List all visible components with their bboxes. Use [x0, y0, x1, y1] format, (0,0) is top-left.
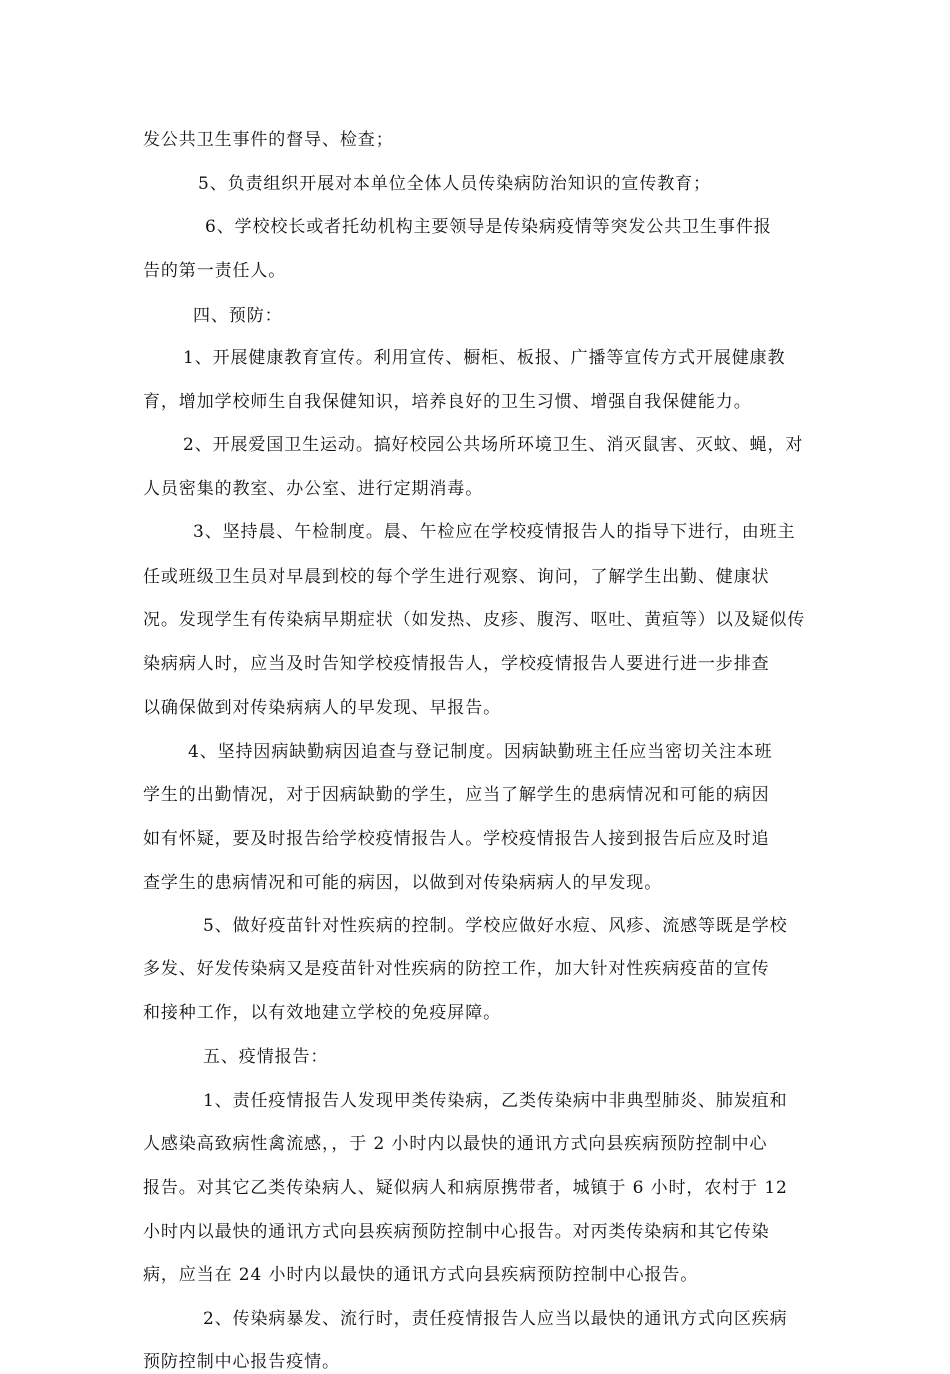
paragraph-line: 和接种工作，以有效地建立学校的免疫屏障。	[143, 1003, 501, 1023]
paragraph-line: 2、传染病暴发、流行时，责任疫情报告人应当以最快的通讯方式向区疾病	[203, 1309, 788, 1329]
paragraph-line: 告的第一责任人。	[143, 261, 287, 281]
paragraph-line: 任或班级卫生员对早晨到校的每个学生进行观察、询问，了解学生出勤、健康状	[143, 567, 770, 587]
paragraph-line: 育，增加学校师生自我保健知识，培养良好的卫生习惯、增强自我保健能力。	[143, 392, 752, 412]
paragraph-line: 6、学校校长或者托幼机构主要领导是传染病疫情等突发公共卫生事件报	[205, 217, 772, 237]
paragraph-line: 多发、好发传染病又是疫苗针对性疾病的防控工作，加大针对性疾病疫苗的宣传	[143, 959, 770, 979]
paragraph-line: 染病病人时，应当及时告知学校疫情报告人，学校疫情报告人要进行进一步排查	[143, 654, 770, 674]
paragraph-line: 5、负责组织开展对本单位全体人员传染病防治知识的宣传教育；	[198, 174, 711, 194]
paragraph-line: 1、开展健康教育宣传。利用宣传、橱柜、板报、广播等宣传方式开展健康教	[183, 348, 786, 368]
paragraph-line: 况。发现学生有传染病早期症状（如发热、皮疹、腹泻、呕吐、黄疸等）以及疑似传	[143, 610, 806, 630]
paragraph-line: 3、坚持晨、午检制度。晨、午检应在学校疫情报告人的指导下进行，由班主	[193, 522, 796, 542]
paragraph-line: 学生的出勤情况，对于因病缺勤的学生，应当了解学生的患病情况和可能的病因	[143, 785, 770, 805]
paragraph-line: 小时内以最快的通讯方式向县疾病预防控制中心报告。对丙类传染病和其它传染	[143, 1222, 770, 1242]
section-heading: 五、疫情报告：	[203, 1047, 329, 1067]
paragraph-line: 4、坚持因病缺勤病因追查与登记制度。因病缺勤班主任应当密切关注本班	[188, 742, 773, 762]
paragraph-line: 如有怀疑，要及时报告给学校疫情报告人。学校疫情报告人接到报告后应及时追	[143, 829, 770, 849]
section-heading: 四、预防：	[193, 306, 283, 326]
paragraph-line: 以确保做到对传染病病人的早发现、早报告。	[143, 698, 501, 718]
paragraph-line: 发公共卫生事件的督导、检查；	[143, 130, 394, 150]
paragraph-line: 人员密集的教室、办公室、进行定期消毒。	[143, 479, 484, 499]
paragraph-line: 报告。对其它乙类传染病人、疑似病人和病原携带者，城镇于 6 小时，农村于 12	[143, 1178, 788, 1198]
paragraph-line: 查学生的患病情况和可能的病因，以做到对传染病病人的早发现。	[143, 873, 663, 893]
paragraph-line: 5、做好疫苗针对性疾病的控制。学校应做好水痘、风疹、流感等既是学校	[203, 916, 788, 936]
paragraph-line: 人感染高致病性禽流感，，于 2 小时内以最快的通讯方式向县疾病预防控制中心	[143, 1134, 768, 1154]
paragraph-line: 预防控制中心报告疫情。	[143, 1352, 340, 1372]
paragraph-line: 1、责任疫情报告人发现甲类传染病，乙类传染病中非典型肺炎、肺炭疽和	[203, 1091, 788, 1111]
paragraph-line: 病，应当在 24 小时内以最快的通讯方式向县疾病预防控制中心报告。	[143, 1265, 699, 1285]
paragraph-line: 2、开展爱国卫生运动。搞好校园公共场所环境卫生、消灭鼠害、灭蚊、蝇，对	[183, 435, 804, 455]
